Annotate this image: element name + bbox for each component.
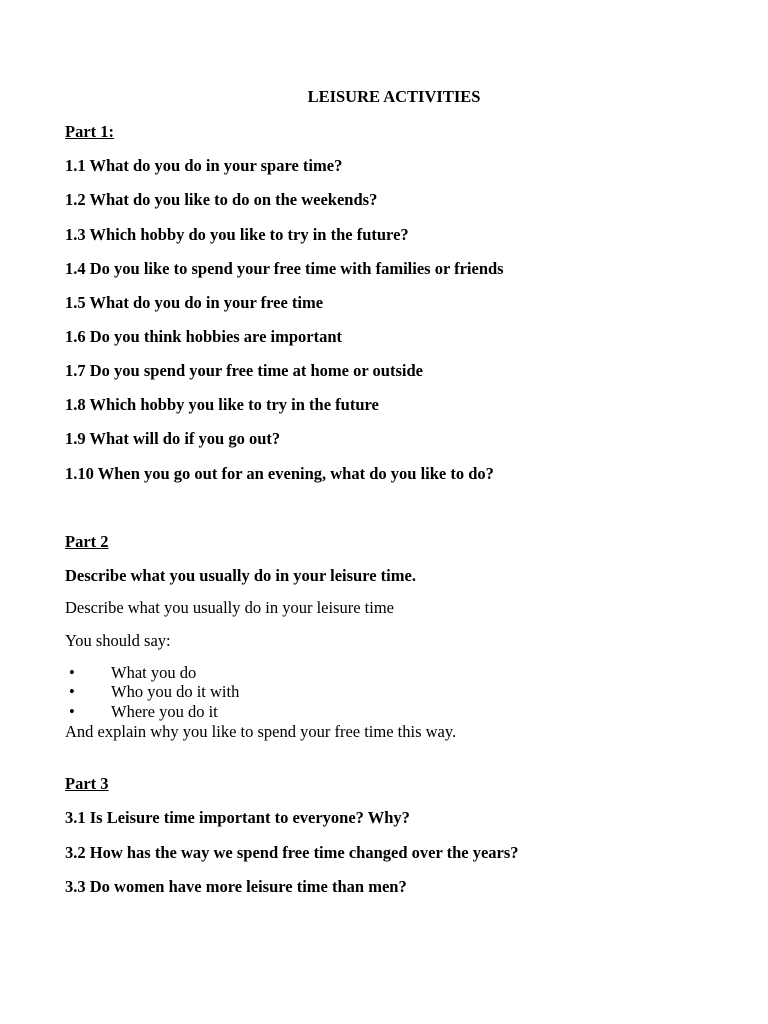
question-1-5: 1.5 What do you do in your free time bbox=[65, 293, 324, 312]
question-1-7: 1.7 Do you spend your free time at home or outside bbox=[65, 361, 423, 380]
question-1-4: 1.4 Do you like to spend your free time with families or friends bbox=[65, 259, 504, 278]
question-3-2: 3.2 How has the way we spend free time changed over the years? bbox=[65, 843, 519, 862]
bullet-icon: • bbox=[69, 663, 75, 682]
bullet-text: What you do bbox=[111, 663, 197, 682]
question-1-8: 1.8 Which hobby you like to try in the future bbox=[65, 395, 379, 414]
part2-heading: Part 2 bbox=[65, 532, 109, 551]
question-3-1: 3.1 Is Leisure time important to everyone? Why? bbox=[65, 808, 410, 827]
question-1-1: 1.1 What do you do in your spare time? bbox=[65, 156, 343, 175]
part2-prompt-bold: Describe what you usually do in your leisure time. bbox=[65, 566, 416, 585]
bullet-text: Who you do it with bbox=[111, 682, 240, 701]
bullet-icon: • bbox=[69, 682, 75, 701]
part2-should-say: You should say: bbox=[65, 631, 171, 650]
part2-prompt: Describe what you usually do in your leisure time bbox=[65, 598, 395, 617]
question-1-3: 1.3 Which hobby do you like to try in the future? bbox=[65, 225, 409, 244]
document-title: LEISURE ACTIVITIES bbox=[307, 87, 481, 106]
bullet-text: Where you do it bbox=[111, 702, 218, 721]
question-3-3: 3.3 Do women have more leisure time than men? bbox=[65, 877, 407, 896]
question-1-2: 1.2 What do you like to do on the weekends? bbox=[65, 190, 378, 209]
question-1-9: 1.9 What will do if you go out? bbox=[65, 429, 281, 448]
part2-explain: And explain why you like to spend your free time this way. bbox=[65, 722, 457, 741]
part3-heading: Part 3 bbox=[65, 774, 109, 793]
part1-heading: Part 1: bbox=[65, 122, 115, 141]
bullet-icon: • bbox=[69, 702, 75, 721]
question-1-10: 1.10 When you go out for an evening, what do you like to do? bbox=[65, 464, 494, 483]
question-1-6: 1.6 Do you think hobbies are important bbox=[65, 327, 343, 346]
